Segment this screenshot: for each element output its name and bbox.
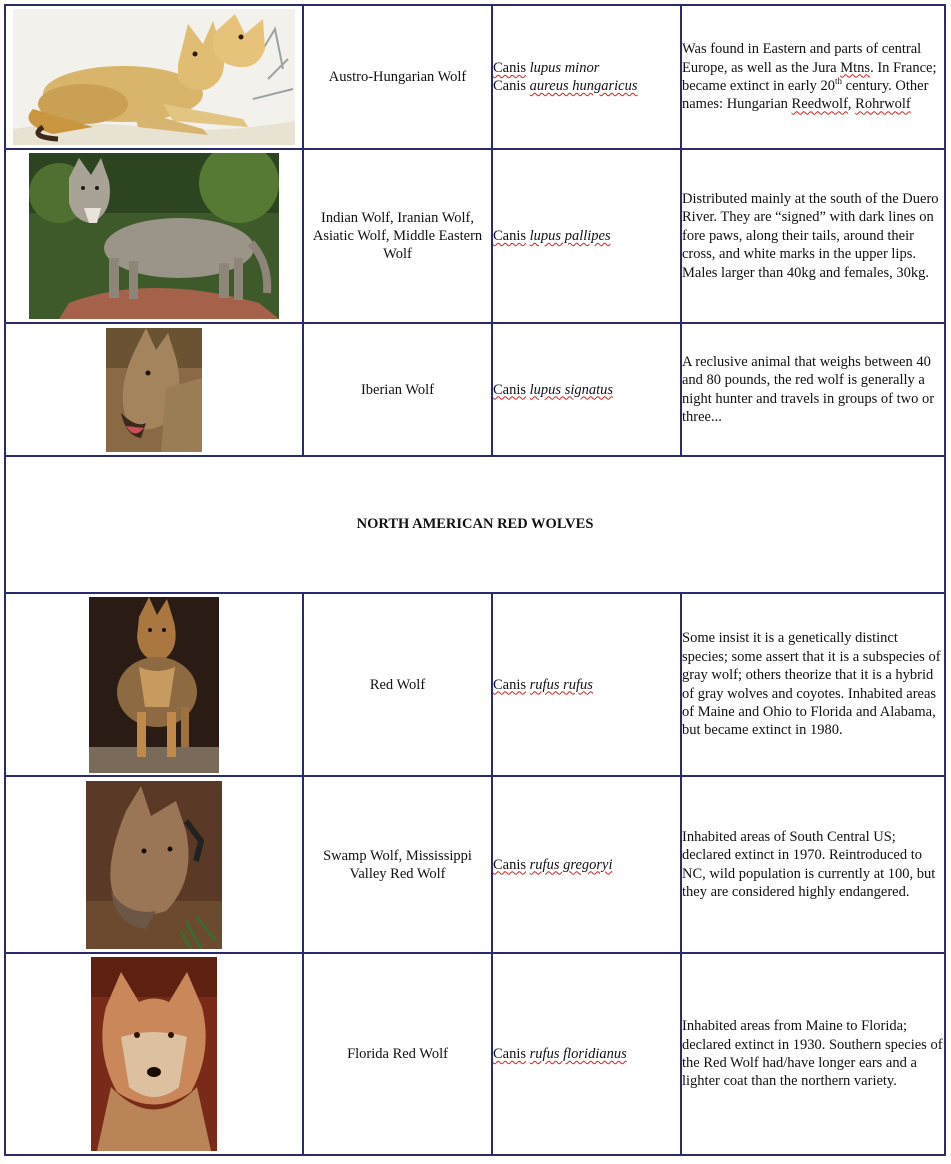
scientific-name: Canis lupus signatus xyxy=(492,323,681,456)
section-heading: NORTH AMERICAN RED WOLVES xyxy=(5,456,945,593)
scientific-name: Canis rufus gregoryi xyxy=(492,776,681,953)
scientific-name: Canis rufus floridianus xyxy=(492,953,681,1155)
common-name: Swamp Wolf, Mississippi Valley Red Wolf xyxy=(303,776,492,953)
photo-cell xyxy=(5,776,303,953)
table-row xyxy=(5,953,945,1155)
austro-hungarian-wolf-illustration xyxy=(13,9,295,145)
table-row xyxy=(5,5,945,149)
description: Some insist it is a genetically distinct species; some assert that it is a subspecies of gray wolf; others theorize that it is a hybrid of gray wolves and coyotes. Inhabited areas of Maine and Ohio to Florida and Alabama, but became extinct in 1980. xyxy=(681,593,945,776)
photo-cell xyxy=(5,323,303,456)
photo-cell xyxy=(5,5,303,149)
description: Inhabited areas from Maine to Florida; declared extinct in 1930. Southern species of the Red Wolf had/have longer ears and a lighter coat than the northern variety. xyxy=(681,953,945,1155)
description: Was found in Eastern and parts of central Europe, as well as the Jura Mtns. In France; became extinct in early 20th century. Other names: Hungarian Reedwolf, Rohrwolf xyxy=(681,5,945,149)
red-wolf-photo xyxy=(89,597,219,773)
section-row xyxy=(5,456,945,593)
table-row xyxy=(5,323,945,456)
scientific-name: Canis lupus pallipes xyxy=(492,149,681,323)
common-name: Indian Wolf, Iranian Wolf, Asiatic Wolf, Middle Eastern Wolf xyxy=(303,149,492,323)
common-name: Red Wolf xyxy=(303,593,492,776)
photo-cell xyxy=(5,593,303,776)
florida-red-wolf-photo xyxy=(91,957,217,1151)
description: A reclusive animal that weighs between 40 and 80 pounds, the red wolf is generally a night hunter and travels in groups of two or three... xyxy=(681,323,945,456)
iberian-wolf-photo xyxy=(106,328,202,452)
photo-cell xyxy=(5,953,303,1155)
table-row xyxy=(5,149,945,323)
description: Inhabited areas of South Central US; declared extinct in 1970. Reintroduced to NC, wild population is currently at 100, but they are considered highly endangered. xyxy=(681,776,945,953)
common-name: Florida Red Wolf xyxy=(303,953,492,1155)
common-name: Austro-Hungarian Wolf xyxy=(303,5,492,149)
table-row xyxy=(5,593,945,776)
common-name: Iberian Wolf xyxy=(303,323,492,456)
scientific-name: Canis rufus rufus xyxy=(492,593,681,776)
photo-cell xyxy=(5,149,303,323)
table-row xyxy=(5,776,945,953)
wolf-species-table xyxy=(4,4,946,1156)
scientific-name: Canis lupus minor Canis aureus hungaricus xyxy=(492,5,681,149)
indian-wolf-photo xyxy=(29,153,279,319)
description: Distributed mainly at the south of the Duero River. They are “signed” with dark lines on fore paws, along their tails, around their cross, and white marks in the upper lips. Males larger than 40kg and females, 30kg. xyxy=(681,149,945,323)
swamp-wolf-photo xyxy=(86,781,222,949)
